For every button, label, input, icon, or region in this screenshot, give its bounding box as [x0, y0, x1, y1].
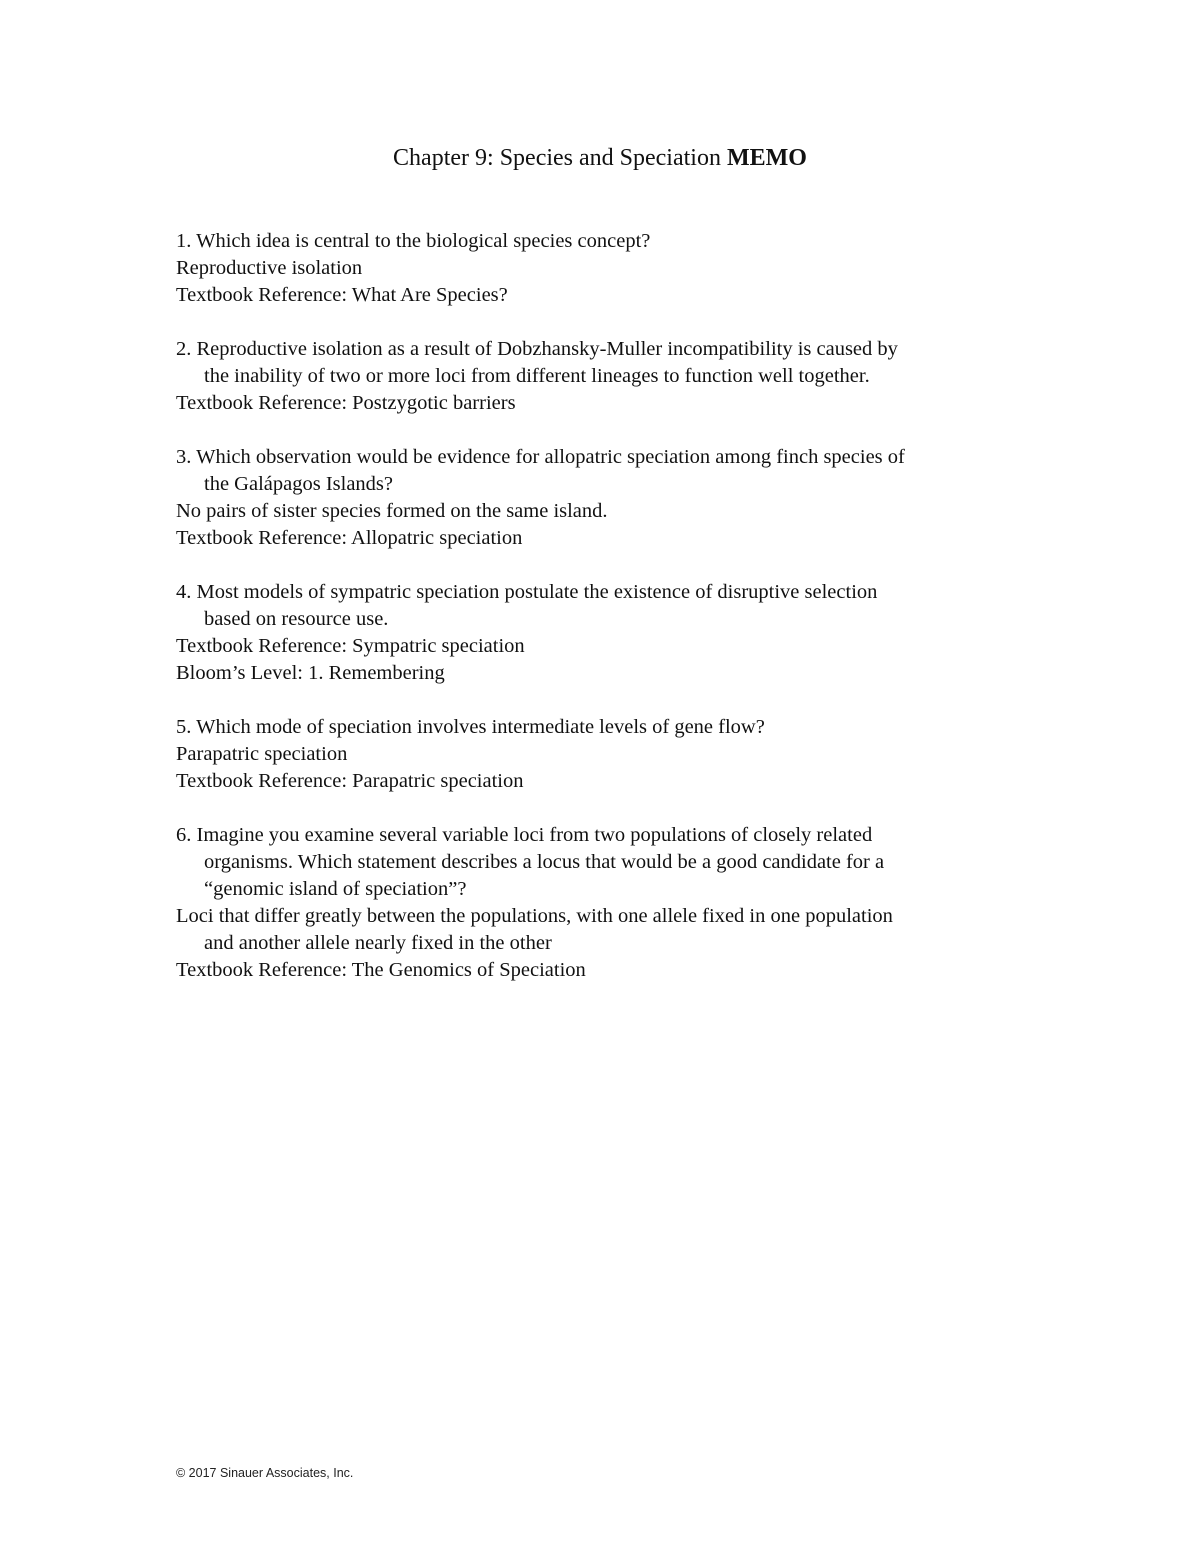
question-list	[176, 228, 1036, 1011]
question-line: Textbook Reference: Postzygotic barriers	[176, 392, 516, 414]
title-text: Chapter 9: Species and Speciation	[393, 145, 721, 171]
question-line: No pairs of sister species formed on the same island.	[176, 500, 608, 522]
question-line: “genomic island of speciation”?	[204, 878, 467, 900]
question-line: Bloom’s Level: 1. Remembering	[176, 662, 445, 684]
question-item	[176, 822, 1036, 984]
question-line: Textbook Reference: Allopatric speciation	[176, 527, 523, 549]
question-line: 4. Most models of sympatric speciation postulate the existence of disruptive selection	[176, 581, 878, 603]
question-line: Textbook Reference: The Genomics of Speciation	[176, 959, 586, 981]
question-item	[176, 579, 1036, 687]
question-line: Loci that differ greatly between the populations, with one allele fixed in one population	[176, 905, 893, 927]
question-line: Textbook Reference: Sympatric speciation	[176, 635, 525, 657]
question-line: 5. Which mode of speciation involves intermediate levels of gene flow?	[176, 716, 765, 738]
question-line: organisms. Which statement describes a locus that would be a good candidate for a	[204, 851, 885, 873]
question-line: 6. Imagine you examine several variable loci from two populations of closely related	[176, 824, 873, 846]
question-item	[176, 714, 1036, 795]
question-line: 3. Which observation would be evidence for allopatric speciation among finch species of	[176, 446, 905, 468]
question-line: the Galápagos Islands?	[204, 473, 393, 495]
question-line: Reproductive isolation	[176, 257, 363, 279]
question-line: based on resource use.	[204, 608, 389, 630]
question-item	[176, 336, 1036, 417]
question-item	[176, 228, 1036, 309]
page-title	[0, 143, 1200, 173]
question-line: 1. Which idea is central to the biological species concept?	[176, 230, 651, 252]
question-line: the inability of two or more loci from different lineages to function well together.	[204, 365, 870, 387]
question-line: Textbook Reference: Parapatric speciation	[176, 770, 524, 792]
question-line: Parapatric speciation	[176, 743, 348, 765]
question-line: and another allele nearly fixed in the other	[204, 932, 552, 954]
question-line: Textbook Reference: What Are Species?	[176, 284, 508, 306]
question-line: 2. Reproductive isolation as a result of Dobzhansky-Muller incompatibility is caused by	[176, 338, 898, 360]
title-memo-label: MEMO	[726, 145, 807, 171]
question-item	[176, 444, 1036, 552]
copyright-footer: © 2017 Sinauer Associates, Inc.	[176, 1466, 354, 1480]
